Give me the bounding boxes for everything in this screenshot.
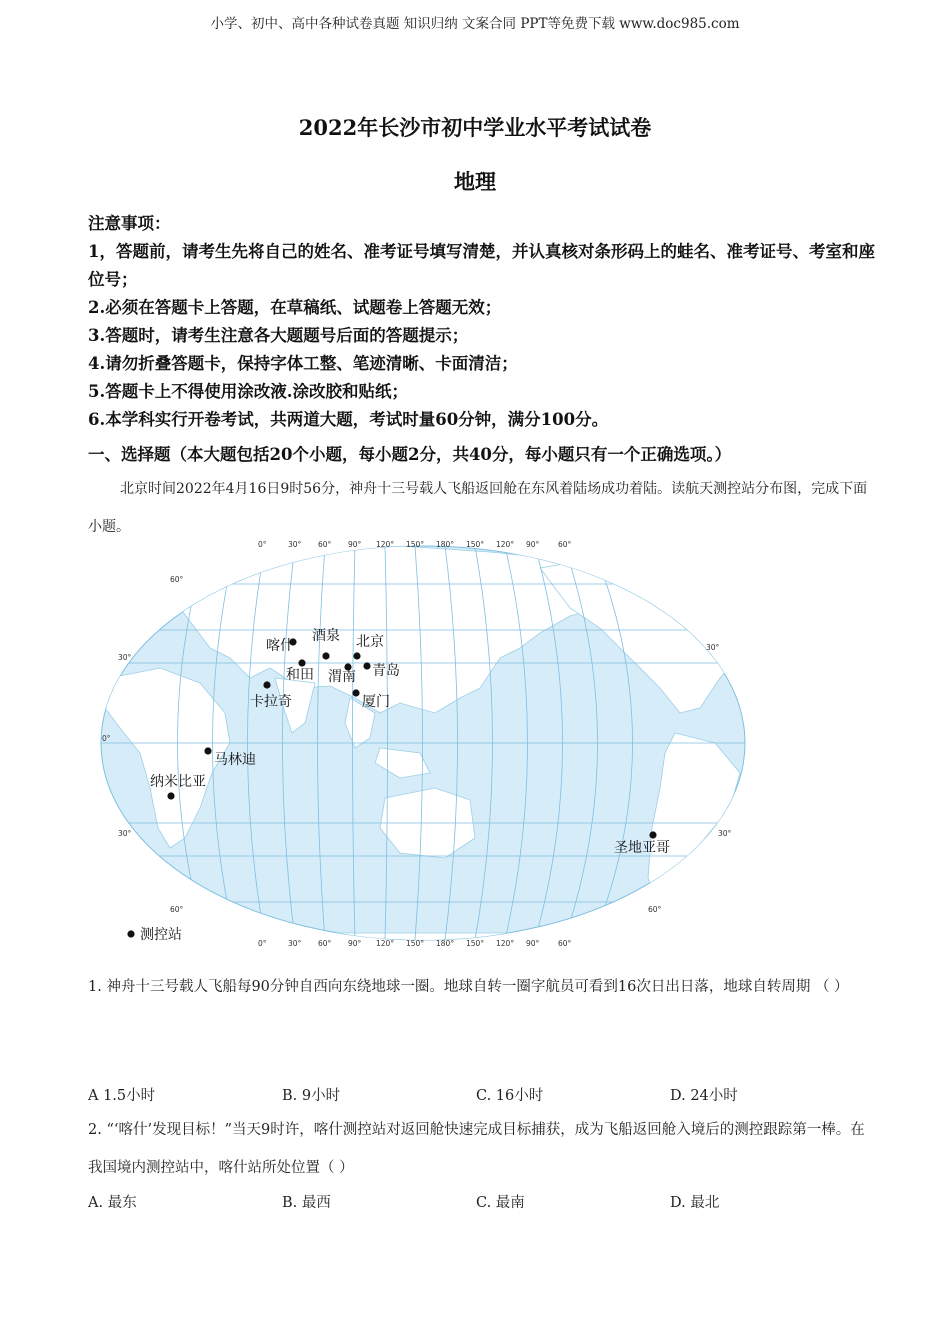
station-dot-santiago <box>649 831 656 838</box>
exam-title: 2022年长沙市初中学业水平考试试卷 <box>298 115 652 140</box>
svg-text:0°: 0° <box>102 734 111 743</box>
station-label-weinan: 渭南 <box>328 669 356 685</box>
exam-subject: 地理 <box>454 169 496 194</box>
svg-text:120°: 120° <box>496 939 515 948</box>
svg-text:60°: 60° <box>170 575 184 584</box>
question-1-option-d[interactable]: D. 24小时 <box>670 1088 738 1104</box>
note-item: 5.答题卡上不得使用涂改液.涂改胶和贴纸； <box>88 382 408 401</box>
world-map-figure <box>100 538 746 948</box>
note-item: 1，答题前，请考生先将自己的姓名、准考证号填写清楚，并认真核对条形码上的蛙名、准考证号、考室和座位号； <box>88 242 875 289</box>
svg-text:150°: 150° <box>466 939 485 948</box>
svg-text:30°: 30° <box>118 653 132 662</box>
question-2-option-d[interactable]: D. 最北 <box>670 1195 720 1211</box>
station-dot-namibia <box>167 792 174 799</box>
station-label-namibia: 纳米比亚 <box>150 774 206 790</box>
question-1-option-a[interactable]: A 1.5小时 <box>88 1088 156 1104</box>
svg-text:60°: 60° <box>558 540 572 549</box>
station-dot-jiuquan <box>322 652 329 659</box>
station-label-xiamen: 厦门 <box>362 694 390 710</box>
svg-text:30°: 30° <box>706 643 720 652</box>
site-header: 小学、初中、高中各种试卷真题 知识归纳 文案合同 PPT等免费下载 www.doc985.com <box>210 16 740 32</box>
station-label-hotan: 和田 <box>286 667 314 683</box>
question-2-option-c[interactable]: C. 最南 <box>476 1195 525 1211</box>
question-2-option-b[interactable]: B. 最西 <box>282 1195 331 1211</box>
svg-text:180°: 180° <box>436 939 455 948</box>
svg-text:60°: 60° <box>648 905 662 914</box>
top-degree-labels <box>258 540 572 549</box>
question-2-option-a[interactable]: A. 最东 <box>88 1195 137 1211</box>
svg-text:120°: 120° <box>376 540 395 549</box>
svg-text:0°: 0° <box>258 939 267 948</box>
station-label-santiago: 圣地亚哥 <box>614 840 670 856</box>
question-2-stem: 2. “‘喀什’发现目标！”当天9时许，喀什测控站对返回舱快速完成目标捕获，成为飞船返回舱入境后的测控跟踪第一棒。在我国境内测控站中，喀什站所处位置（ ） <box>88 1122 865 1176</box>
svg-text:150°: 150° <box>406 540 425 549</box>
svg-text:60°: 60° <box>558 939 572 948</box>
legend-label: 测控站 <box>140 927 182 943</box>
svg-text:120°: 120° <box>496 540 515 549</box>
note-item: 2.必须在答题卡上答题，在草稿纸、试题卷上答题无效； <box>88 298 502 317</box>
notes-heading: 注意事项： <box>88 214 171 233</box>
svg-text:180°: 180° <box>436 540 455 549</box>
station-label-jiuquan: 酒泉 <box>312 628 340 644</box>
station-dot-karachi <box>263 681 270 688</box>
svg-text:0°: 0° <box>258 540 267 549</box>
legend-dot <box>127 930 134 937</box>
svg-text:60°: 60° <box>170 905 184 914</box>
map-legend <box>127 926 182 943</box>
svg-text:30°: 30° <box>288 939 302 948</box>
svg-text:150°: 150° <box>406 939 425 948</box>
svg-text:150°: 150° <box>466 540 485 549</box>
station-label-qingdao: 青岛 <box>372 663 400 679</box>
reading-passage: 北京时间2022年4月16日9时56分，神舟十三号载人飞船返回舱在东风着陆场成功着陆。读航天测控站分布图，完成下面小题。 <box>88 481 868 535</box>
question-1-stem: 1. 神舟十三号载人飞船每90分钟自西向东绕地球一圈。地球自转一圈字航员可看到16次日出日落，地球自转周期 （ ） <box>88 979 849 995</box>
section-heading: 一、选择题（本大题包括20个小题，每小题2分，共40分，每小题只有一个正确选项。） <box>88 445 732 464</box>
station-label-malindi: 马林迪 <box>214 752 256 768</box>
notes-block <box>88 210 878 434</box>
svg-text:30°: 30° <box>118 829 132 838</box>
station-dot-xiamen <box>352 689 359 696</box>
svg-text:120°: 120° <box>376 939 395 948</box>
svg-text:30°: 30° <box>718 829 732 838</box>
tracking-station-map <box>100 538 746 948</box>
note-item: 6.本学科实行开卷考试，共两道大题，考试时量60分钟，满分100分。 <box>88 410 609 429</box>
note-item: 4.请勿折叠答题卡，保持字体工整、笔迹清晰、卡面清洁； <box>88 354 518 373</box>
svg-text:90°: 90° <box>348 540 362 549</box>
station-dot-beijing <box>353 652 360 659</box>
svg-text:90°: 90° <box>526 939 540 948</box>
svg-text:30°: 30° <box>288 540 302 549</box>
station-label-kashgar: 喀什 <box>266 638 294 654</box>
note-item: 3.答题时，请考生注意各大题题号后面的答题提示； <box>88 326 469 345</box>
svg-text:90°: 90° <box>348 939 362 948</box>
svg-text:90°: 90° <box>526 540 540 549</box>
question-1-option-c[interactable]: C. 16小时 <box>476 1088 544 1104</box>
station-dot-malindi <box>204 747 211 754</box>
station-dot-qingdao <box>363 662 370 669</box>
question-1-option-b[interactable]: B. 9小时 <box>282 1088 341 1104</box>
station-label-beijing: 北京 <box>356 634 384 650</box>
bottom-degree-labels <box>258 939 572 948</box>
svg-text:60°: 60° <box>318 939 332 948</box>
svg-text:60°: 60° <box>318 540 332 549</box>
station-dot-hotan <box>298 659 305 666</box>
station-label-karachi: 卡拉奇 <box>250 694 292 710</box>
